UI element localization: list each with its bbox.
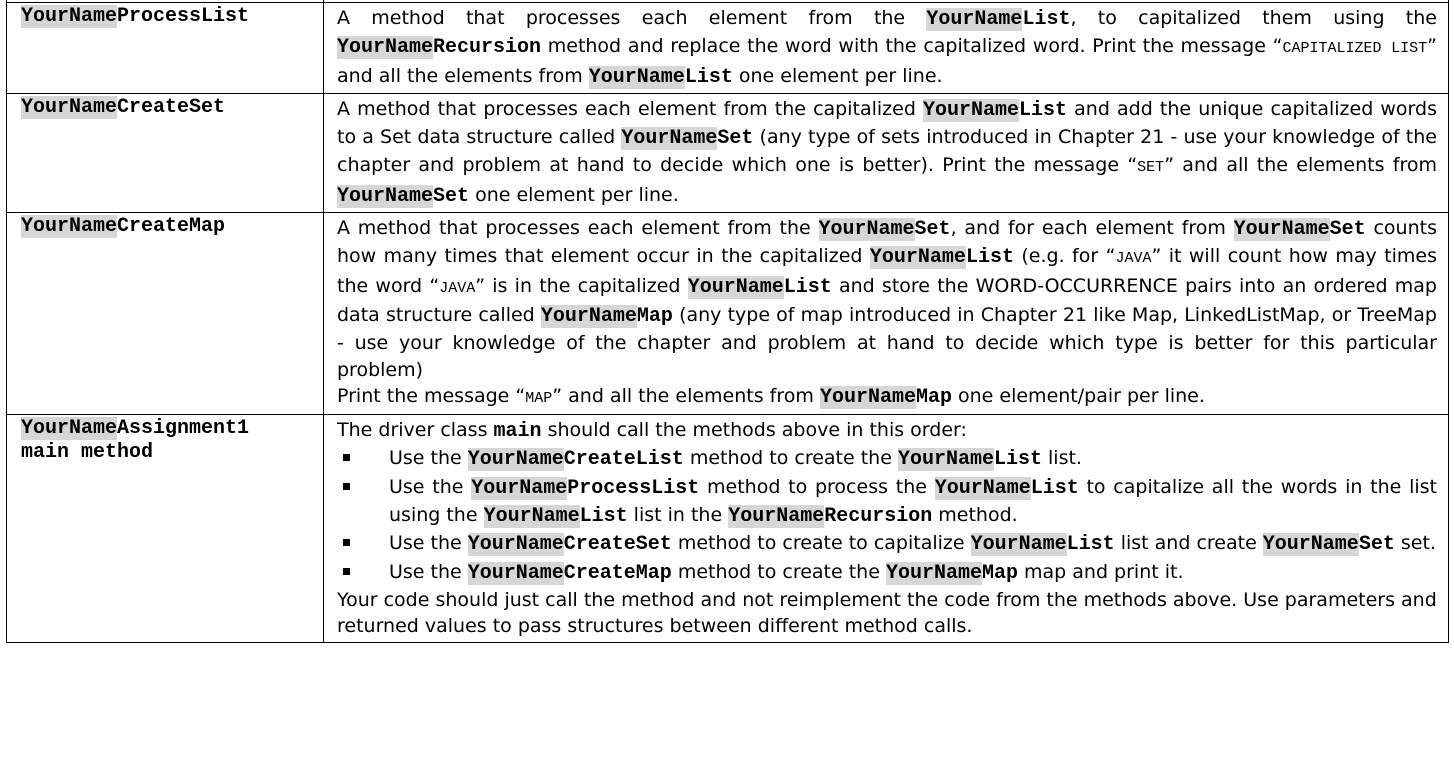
code-ref: YourNameCreateMap xyxy=(467,561,672,585)
bullet-icon xyxy=(343,454,350,461)
code-ref: YourNameProcessList xyxy=(471,476,700,500)
name-highlight: YourName xyxy=(21,5,118,28)
text-run: ” and all the elements from xyxy=(1164,154,1438,177)
code-ref: YourNameMap xyxy=(540,304,673,328)
name-highlight: YourName xyxy=(21,417,118,441)
text-run: (any type of map introduced in Chapter 21 like Map, LinkedListMap, or TreeMap - use your knowledge of the chapter and problem at hand to decide which type is better for this particular problem) xyxy=(337,303,1437,381)
code-ref: YourNameMap xyxy=(885,561,1018,585)
code-ref: YourNameRecursion xyxy=(337,36,542,60)
method-description-cell xyxy=(324,93,1449,212)
code-ref: YourNameRecursion xyxy=(728,505,933,529)
table-row xyxy=(7,213,1449,415)
literal-text: JAVA xyxy=(1115,250,1152,268)
method-name-cell xyxy=(7,213,324,415)
steps-list xyxy=(337,445,1437,586)
name-highlight: YourName xyxy=(21,215,118,239)
name-suffix: ProcessList xyxy=(117,5,250,28)
method-name-cell xyxy=(7,415,324,642)
code-ref: YourNameList xyxy=(687,275,832,299)
text-run: method and replace the word with the capitalized word. Print the message “ xyxy=(541,35,1283,58)
method-description-cell xyxy=(324,213,1449,415)
code-ref: YourNameList xyxy=(926,8,1071,31)
code-ref: YourNameList xyxy=(869,246,1014,270)
list-item: Use the YourNameCreateSet method to create to capitalize YourNameList list and create YourNameSet set. xyxy=(337,530,1437,558)
bullet-icon xyxy=(343,483,350,490)
text-run: one element per line. xyxy=(469,183,679,206)
code-ref: YourNameList xyxy=(970,533,1115,557)
method-spec-table xyxy=(6,0,1449,643)
code-ref: YourNameSet xyxy=(1262,533,1395,557)
code-ref: YourNameList xyxy=(923,98,1068,122)
code-ref: YourNameList xyxy=(897,448,1042,472)
code-ref: YourNameList xyxy=(588,65,733,89)
code-ref: YourNameCreateList xyxy=(467,448,684,472)
name-line2: main method xyxy=(21,441,154,465)
text-run: Print the message “ xyxy=(337,384,526,407)
code-ref: main xyxy=(493,420,542,444)
method-name-cell xyxy=(7,93,324,212)
text-run: (any type of sets introduced in Chapter 21 - use your knowledge of the chapter and problem at hand to decide which one is better). Print the message “ xyxy=(337,126,1437,177)
text-run: (e.g. for “ xyxy=(1013,245,1116,268)
name-suffix: Assignment1 xyxy=(117,417,250,441)
text-run: ” and all the elements from xyxy=(337,35,1437,87)
code-ref: YourNameSet xyxy=(818,218,951,242)
code-ref: YourNameSet xyxy=(337,184,470,208)
name-highlight: YourName xyxy=(21,95,118,119)
bullet-icon xyxy=(343,568,350,575)
method-description-cell xyxy=(324,415,1449,642)
text-run: Your code should just call the method and not reimplement the code from the methods above. Use parameters and returned values to pass structures between different method calls. xyxy=(337,588,1437,638)
code-ref: YourNameSet xyxy=(621,127,754,151)
literal-text: MAP xyxy=(525,389,553,407)
code-ref: YourNameSet xyxy=(1233,218,1366,242)
text-run: The driver class xyxy=(337,419,494,442)
method-description-cell xyxy=(324,3,1449,94)
text-run: and add the unique capitalized words to a Set data structure called xyxy=(337,97,1437,149)
text-run: should call the methods above in this order: xyxy=(541,419,967,442)
literal-text: JAVA xyxy=(439,279,476,297)
text-run: A method that processes each element from the xyxy=(337,7,927,29)
list-item: Use the YourNameCreateMap method to create the YourNameMap map and print it. xyxy=(337,559,1437,587)
text-run: ” is in the capitalized xyxy=(475,274,688,297)
bullet-icon xyxy=(343,539,350,546)
text-run: , and for each element from xyxy=(950,217,1234,240)
table-row xyxy=(7,93,1449,212)
text-run: ” it will count how may times the word “ xyxy=(337,245,1438,297)
text-run: A method that processes each element from the capitalized xyxy=(337,97,923,120)
literal-text: CAPITALIZED LIST xyxy=(1282,40,1428,58)
code-ref: YourNameCreateSet xyxy=(467,533,672,557)
text-run: A method that processes each element from the xyxy=(337,217,819,240)
text-run: one element/pair per line. xyxy=(951,384,1205,407)
code-ref: YourNameMap xyxy=(819,385,952,409)
text-run: one element per line. xyxy=(732,64,943,87)
table-row xyxy=(7,3,1449,94)
method-name-cell xyxy=(7,3,324,94)
code-ref: YourNameList xyxy=(483,505,628,529)
table-row xyxy=(7,415,1449,642)
code-ref: YourNameList xyxy=(934,476,1079,500)
list-item: Use the YourNameCreateList method to create the YourNameList list. xyxy=(337,445,1437,473)
text-run: ” and all the elements from xyxy=(552,384,820,407)
text-run: , to capitalized them using the xyxy=(1070,7,1437,29)
literal-text: SET xyxy=(1137,159,1165,177)
text-run: and store the WORD-OCCURRENCE pairs into an ordered map data structure called xyxy=(337,274,1437,326)
name-suffix: CreateSet xyxy=(117,95,226,119)
name-suffix: CreateMap xyxy=(117,215,226,239)
text-run: counts how many times that element occur in the capitalized xyxy=(337,217,1437,268)
list-item: Use the YourNameProcessList method to process the YourNameList to capitalize all the words in the list using the YourNameList list in the YourNameRecursion method. xyxy=(337,474,1437,531)
